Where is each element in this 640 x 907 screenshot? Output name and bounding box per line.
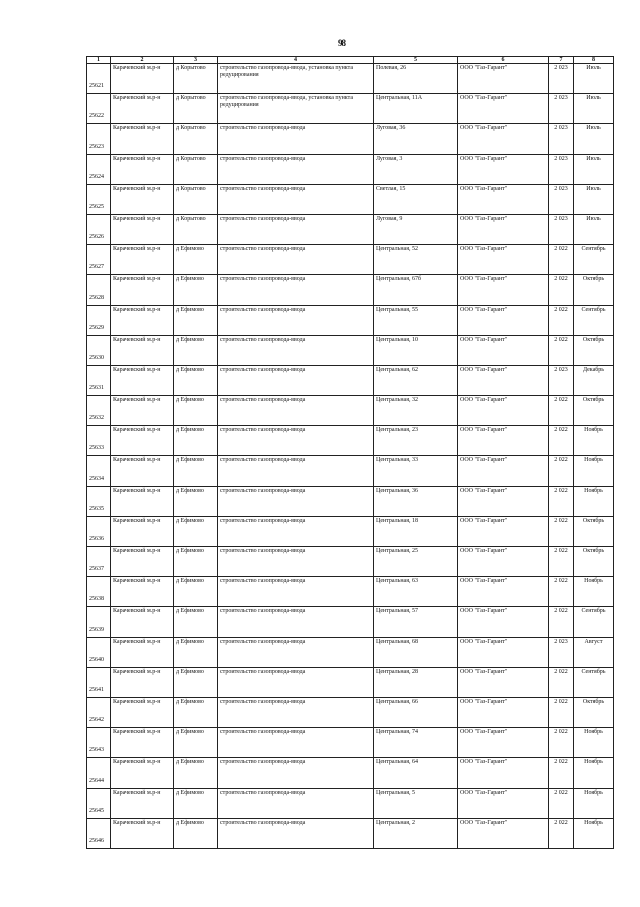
month-cell: Октябрь bbox=[574, 697, 614, 727]
work-type-cell: строительство газопровода-ввода bbox=[218, 426, 374, 456]
district-cell: Карачевский м.р-н bbox=[111, 396, 174, 426]
village-cell: д Корытово bbox=[174, 214, 218, 244]
district-cell: Карачевский м.р-н bbox=[111, 516, 174, 546]
address-cell: Центральная, 63 bbox=[374, 577, 458, 607]
contractor-cell: ООО "Газ-Гарант" bbox=[458, 697, 549, 727]
month-cell: Июль bbox=[574, 94, 614, 124]
village-cell: д Ефимово bbox=[174, 335, 218, 365]
month-cell: Июль bbox=[574, 64, 614, 94]
header-cell: 1 bbox=[87, 57, 111, 64]
row-id: 25637 bbox=[87, 547, 111, 577]
year-cell: 2 022 bbox=[549, 305, 574, 335]
village-cell: д Ефимово bbox=[174, 577, 218, 607]
table-row bbox=[87, 214, 614, 244]
row-id: 25644 bbox=[87, 758, 111, 788]
address-cell: Центральная, 57 bbox=[374, 607, 458, 637]
work-type-cell: строительство газопровода-ввода bbox=[218, 607, 374, 637]
month-cell: Июль bbox=[574, 214, 614, 244]
address-cell: Центральная, 10 bbox=[374, 335, 458, 365]
work-type-cell: строительство газопровода-ввода bbox=[218, 396, 374, 426]
contractor-cell: ООО "Газ-Гарант" bbox=[458, 486, 549, 516]
village-cell: д Ефимово bbox=[174, 456, 218, 486]
month-cell: Сентябрь bbox=[574, 667, 614, 697]
month-cell: Октябрь bbox=[574, 396, 614, 426]
address-cell: Центральная, 5 bbox=[374, 788, 458, 818]
month-cell: Ноябрь bbox=[574, 818, 614, 848]
year-cell: 2 023 bbox=[549, 154, 574, 184]
village-cell: д Ефимово bbox=[174, 275, 218, 305]
month-cell: Август bbox=[574, 637, 614, 667]
year-cell: 2 022 bbox=[549, 245, 574, 275]
district-cell: Карачевский м.р-н bbox=[111, 607, 174, 637]
work-type-cell: строительство газопровода-ввода bbox=[218, 516, 374, 546]
district-cell: Карачевский м.р-н bbox=[111, 365, 174, 395]
village-cell: д Ефимово bbox=[174, 486, 218, 516]
table-row bbox=[87, 154, 614, 184]
address-cell: Центральная, 68 bbox=[374, 637, 458, 667]
village-cell: д Ефимово bbox=[174, 758, 218, 788]
year-cell: 2 022 bbox=[549, 788, 574, 818]
address-cell: Центральная, 23 bbox=[374, 426, 458, 456]
table-row bbox=[87, 64, 614, 94]
contractor-cell: ООО "Газ-Гарант" bbox=[458, 426, 549, 456]
district-cell: Карачевский м.р-н bbox=[111, 245, 174, 275]
table-row bbox=[87, 637, 614, 667]
address-cell: Центральная, 25 bbox=[374, 547, 458, 577]
year-cell: 2 022 bbox=[549, 396, 574, 426]
row-id: 25640 bbox=[87, 637, 111, 667]
contractor-cell: ООО "Газ-Гарант" bbox=[458, 607, 549, 637]
header-cell: 7 bbox=[549, 57, 574, 64]
district-cell: Карачевский м.р-н bbox=[111, 758, 174, 788]
district-cell: Карачевский м.р-н bbox=[111, 486, 174, 516]
address-cell: Светлая, 15 bbox=[374, 184, 458, 214]
row-id: 25633 bbox=[87, 426, 111, 456]
work-type-cell: строительство газопровода-ввода, установка пункта редуцирования bbox=[218, 64, 374, 94]
row-id: 25639 bbox=[87, 607, 111, 637]
contractor-cell: ООО "Газ-Гарант" bbox=[458, 788, 549, 818]
table-row bbox=[87, 788, 614, 818]
address-cell: Центральная, 66 bbox=[374, 697, 458, 727]
work-type-cell: строительство газопровода-ввода bbox=[218, 335, 374, 365]
table-row bbox=[87, 94, 614, 124]
month-cell: Июль bbox=[574, 124, 614, 154]
table-row bbox=[87, 184, 614, 214]
table-row bbox=[87, 818, 614, 848]
address-cell: Центральная, 36 bbox=[374, 486, 458, 516]
district-cell: Карачевский м.р-н bbox=[111, 184, 174, 214]
table-row bbox=[87, 607, 614, 637]
contractor-cell: ООО "Газ-Гарант" bbox=[458, 335, 549, 365]
contractor-cell: ООО "Газ-Гарант" bbox=[458, 396, 549, 426]
address-cell: Полевая, 26 bbox=[374, 64, 458, 94]
district-cell: Карачевский м.р-н bbox=[111, 426, 174, 456]
contractor-cell: ООО "Газ-Гарант" bbox=[458, 577, 549, 607]
year-cell: 2 022 bbox=[549, 516, 574, 546]
contractor-cell: ООО "Газ-Гарант" bbox=[458, 728, 549, 758]
contractor-cell: ООО "Газ-Гарант" bbox=[458, 154, 549, 184]
address-cell: Центральная, 11А bbox=[374, 94, 458, 124]
month-cell: Ноябрь bbox=[574, 728, 614, 758]
village-cell: д Ефимово bbox=[174, 637, 218, 667]
village-cell: д Ефимово bbox=[174, 426, 218, 456]
month-cell: Ноябрь bbox=[574, 426, 614, 456]
table-row bbox=[87, 275, 614, 305]
village-cell: д Ефимово bbox=[174, 516, 218, 546]
table-row bbox=[87, 486, 614, 516]
month-cell: Сентябрь bbox=[574, 305, 614, 335]
row-id: 25623 bbox=[87, 124, 111, 154]
row-id: 25624 bbox=[87, 154, 111, 184]
row-id: 25626 bbox=[87, 214, 111, 244]
address-cell: Центральная, 18 bbox=[374, 516, 458, 546]
address-cell: Центральная, 64 bbox=[374, 758, 458, 788]
address-cell: Центральная, 62 bbox=[374, 365, 458, 395]
work-type-cell: строительство газопровода-ввода bbox=[218, 124, 374, 154]
work-type-cell: строительство газопровода-ввода bbox=[218, 547, 374, 577]
table-row bbox=[87, 697, 614, 727]
district-cell: Карачевский м.р-н bbox=[111, 214, 174, 244]
work-type-cell: строительство газопровода-ввода bbox=[218, 275, 374, 305]
address-cell: Центральная, 52 bbox=[374, 245, 458, 275]
village-cell: д Ефимово bbox=[174, 365, 218, 395]
year-cell: 2 022 bbox=[549, 607, 574, 637]
row-id: 25646 bbox=[87, 818, 111, 848]
contractor-cell: ООО "Газ-Гарант" bbox=[458, 547, 549, 577]
row-id: 25629 bbox=[87, 305, 111, 335]
contractor-cell: ООО "Газ-Гарант" bbox=[458, 245, 549, 275]
header-row bbox=[87, 57, 614, 64]
month-cell: Июль bbox=[574, 154, 614, 184]
year-cell: 2 022 bbox=[549, 547, 574, 577]
table-row bbox=[87, 758, 614, 788]
table-row bbox=[87, 245, 614, 275]
table-row bbox=[87, 335, 614, 365]
year-cell: 2 023 bbox=[549, 184, 574, 214]
row-id: 25638 bbox=[87, 577, 111, 607]
row-id: 25625 bbox=[87, 184, 111, 214]
village-cell: д Ефимово bbox=[174, 788, 218, 818]
month-cell: Ноябрь bbox=[574, 486, 614, 516]
year-cell: 2 022 bbox=[549, 697, 574, 727]
district-cell: Карачевский м.р-н bbox=[111, 456, 174, 486]
year-cell: 2 023 bbox=[549, 214, 574, 244]
table-row bbox=[87, 516, 614, 546]
district-cell: Карачевский м.р-н bbox=[111, 154, 174, 184]
header-cell: 3 bbox=[174, 57, 218, 64]
district-cell: Карачевский м.р-н bbox=[111, 275, 174, 305]
month-cell: Октябрь bbox=[574, 335, 614, 365]
address-cell: Центральная, 33 bbox=[374, 456, 458, 486]
year-cell: 2 022 bbox=[549, 426, 574, 456]
work-type-cell: строительство газопровода-ввода bbox=[218, 365, 374, 395]
month-cell: Июль bbox=[574, 184, 614, 214]
table-row bbox=[87, 456, 614, 486]
year-cell: 2 022 bbox=[549, 486, 574, 516]
district-cell: Карачевский м.р-н bbox=[111, 124, 174, 154]
table-row bbox=[87, 728, 614, 758]
table-row bbox=[87, 667, 614, 697]
row-id: 25643 bbox=[87, 728, 111, 758]
row-id: 25631 bbox=[87, 365, 111, 395]
month-cell: Ноябрь bbox=[574, 577, 614, 607]
district-cell: Карачевский м.р-н bbox=[111, 335, 174, 365]
work-type-cell: строительство газопровода-ввода bbox=[218, 154, 374, 184]
address-cell: Центральная, 28 bbox=[374, 667, 458, 697]
row-id: 25627 bbox=[87, 245, 111, 275]
year-cell: 2 022 bbox=[549, 667, 574, 697]
contractor-cell: ООО "Газ-Гарант" bbox=[458, 184, 549, 214]
village-cell: д Ефимово bbox=[174, 305, 218, 335]
header-cell: 8 bbox=[574, 57, 614, 64]
row-id: 25636 bbox=[87, 516, 111, 546]
contractor-cell: ООО "Газ-Гарант" bbox=[458, 214, 549, 244]
year-cell: 2 023 bbox=[549, 637, 574, 667]
page-number: 98 bbox=[338, 38, 345, 48]
contractor-cell: ООО "Газ-Гарант" bbox=[458, 637, 549, 667]
contractor-cell: ООО "Газ-Гарант" bbox=[458, 305, 549, 335]
row-id: 25632 bbox=[87, 396, 111, 426]
year-cell: 2 023 bbox=[549, 124, 574, 154]
district-cell: Карачевский м.р-н bbox=[111, 818, 174, 848]
district-cell: Карачевский м.р-н bbox=[111, 788, 174, 818]
address-cell: Луговая, 3 bbox=[374, 154, 458, 184]
table-row bbox=[87, 305, 614, 335]
address-cell: Луговая, 9 bbox=[374, 214, 458, 244]
contractor-cell: ООО "Газ-Гарант" bbox=[458, 818, 549, 848]
table-row bbox=[87, 426, 614, 456]
year-cell: 2 022 bbox=[549, 456, 574, 486]
district-cell: Карачевский м.р-н bbox=[111, 577, 174, 607]
address-cell: Центральная, 55 bbox=[374, 305, 458, 335]
contractor-cell: ООО "Газ-Гарант" bbox=[458, 94, 549, 124]
work-type-cell: строительство газопровода-ввода, установка пункта редуцирования bbox=[218, 94, 374, 124]
work-type-cell: строительство газопровода-ввода bbox=[218, 486, 374, 516]
district-cell: Карачевский м.р-н bbox=[111, 94, 174, 124]
year-cell: 2 022 bbox=[549, 275, 574, 305]
year-cell: 2 022 bbox=[549, 728, 574, 758]
header-cell: 4 bbox=[218, 57, 374, 64]
month-cell: Ноябрь bbox=[574, 758, 614, 788]
district-cell: Карачевский м.р-н bbox=[111, 305, 174, 335]
gasification-table bbox=[86, 56, 614, 849]
row-id: 25630 bbox=[87, 335, 111, 365]
work-type-cell: строительство газопровода-ввода bbox=[218, 758, 374, 788]
work-type-cell: строительство газопровода-ввода bbox=[218, 577, 374, 607]
year-cell: 2 023 bbox=[549, 64, 574, 94]
row-id: 25635 bbox=[87, 486, 111, 516]
district-cell: Карачевский м.р-н bbox=[111, 547, 174, 577]
work-type-cell: строительство газопровода-ввода bbox=[218, 456, 374, 486]
village-cell: д Ефимово bbox=[174, 607, 218, 637]
work-type-cell: строительство газопровода-ввода bbox=[218, 184, 374, 214]
address-cell: Центральная, 2 bbox=[374, 818, 458, 848]
village-cell: д Корытово bbox=[174, 64, 218, 94]
district-cell: Карачевский м.р-н bbox=[111, 697, 174, 727]
table-row bbox=[87, 547, 614, 577]
address-cell: Центральная, 67б bbox=[374, 275, 458, 305]
address-cell: Центральная, 32 bbox=[374, 396, 458, 426]
village-cell: д Корытово bbox=[174, 94, 218, 124]
work-type-cell: строительство газопровода-ввода bbox=[218, 697, 374, 727]
village-cell: д Ефимово bbox=[174, 728, 218, 758]
village-cell: д Ефимово bbox=[174, 818, 218, 848]
contractor-cell: ООО "Газ-Гарант" bbox=[458, 516, 549, 546]
contractor-cell: ООО "Газ-Гарант" bbox=[458, 758, 549, 788]
village-cell: д Корытово bbox=[174, 154, 218, 184]
contractor-cell: ООО "Газ-Гарант" bbox=[458, 667, 549, 697]
month-cell: Ноябрь bbox=[574, 788, 614, 818]
table-row bbox=[87, 396, 614, 426]
row-id: 25645 bbox=[87, 788, 111, 818]
month-cell: Ноябрь bbox=[574, 456, 614, 486]
row-id: 25622 bbox=[87, 94, 111, 124]
contractor-cell: ООО "Газ-Гарант" bbox=[458, 124, 549, 154]
header-cell: 6 bbox=[458, 57, 549, 64]
village-cell: д Ефимово bbox=[174, 245, 218, 275]
contractor-cell: ООО "Газ-Гарант" bbox=[458, 64, 549, 94]
district-cell: Карачевский м.р-н bbox=[111, 637, 174, 667]
village-cell: д Корытово bbox=[174, 124, 218, 154]
work-type-cell: строительство газопровода-ввода bbox=[218, 728, 374, 758]
village-cell: д Ефимово bbox=[174, 697, 218, 727]
village-cell: д Ефимово bbox=[174, 396, 218, 426]
district-cell: Карачевский м.р-н bbox=[111, 667, 174, 697]
village-cell: д Ефимово bbox=[174, 547, 218, 577]
month-cell: Сентябрь bbox=[574, 607, 614, 637]
work-type-cell: строительство газопровода-ввода bbox=[218, 667, 374, 697]
header-cell: 5 bbox=[374, 57, 458, 64]
work-type-cell: строительство газопровода-ввода bbox=[218, 788, 374, 818]
year-cell: 2 022 bbox=[549, 577, 574, 607]
row-id: 25642 bbox=[87, 697, 111, 727]
contractor-cell: ООО "Газ-Гарант" bbox=[458, 456, 549, 486]
row-id: 25641 bbox=[87, 667, 111, 697]
row-id: 25621 bbox=[87, 64, 111, 94]
district-cell: Карачевский м.р-н bbox=[111, 64, 174, 94]
month-cell: Декабрь bbox=[574, 365, 614, 395]
table-row bbox=[87, 365, 614, 395]
address-cell: Центральная, 74 bbox=[374, 728, 458, 758]
work-type-cell: строительство газопровода-ввода bbox=[218, 305, 374, 335]
work-type-cell: строительство газопровода-ввода bbox=[218, 818, 374, 848]
year-cell: 2 022 bbox=[549, 335, 574, 365]
contractor-cell: ООО "Газ-Гарант" bbox=[458, 365, 549, 395]
month-cell: Октябрь bbox=[574, 547, 614, 577]
work-type-cell: строительство газопровода-ввода bbox=[218, 637, 374, 667]
header-cell: 2 bbox=[111, 57, 174, 64]
year-cell: 2 023 bbox=[549, 365, 574, 395]
year-cell: 2 023 bbox=[549, 94, 574, 124]
month-cell: Октябрь bbox=[574, 275, 614, 305]
table-row bbox=[87, 577, 614, 607]
village-cell: д Корытово bbox=[174, 184, 218, 214]
year-cell: 2 022 bbox=[549, 758, 574, 788]
month-cell: Октябрь bbox=[574, 516, 614, 546]
table-row bbox=[87, 124, 614, 154]
village-cell: д Ефимово bbox=[174, 667, 218, 697]
row-id: 25628 bbox=[87, 275, 111, 305]
address-cell: Луговая, 36 bbox=[374, 124, 458, 154]
row-id: 25634 bbox=[87, 456, 111, 486]
district-cell: Карачевский м.р-н bbox=[111, 728, 174, 758]
month-cell: Сентябрь bbox=[574, 245, 614, 275]
contractor-cell: ООО "Газ-Гарант" bbox=[458, 275, 549, 305]
work-type-cell: строительство газопровода-ввода bbox=[218, 245, 374, 275]
work-type-cell: строительство газопровода-ввода bbox=[218, 214, 374, 244]
year-cell: 2 022 bbox=[549, 818, 574, 848]
